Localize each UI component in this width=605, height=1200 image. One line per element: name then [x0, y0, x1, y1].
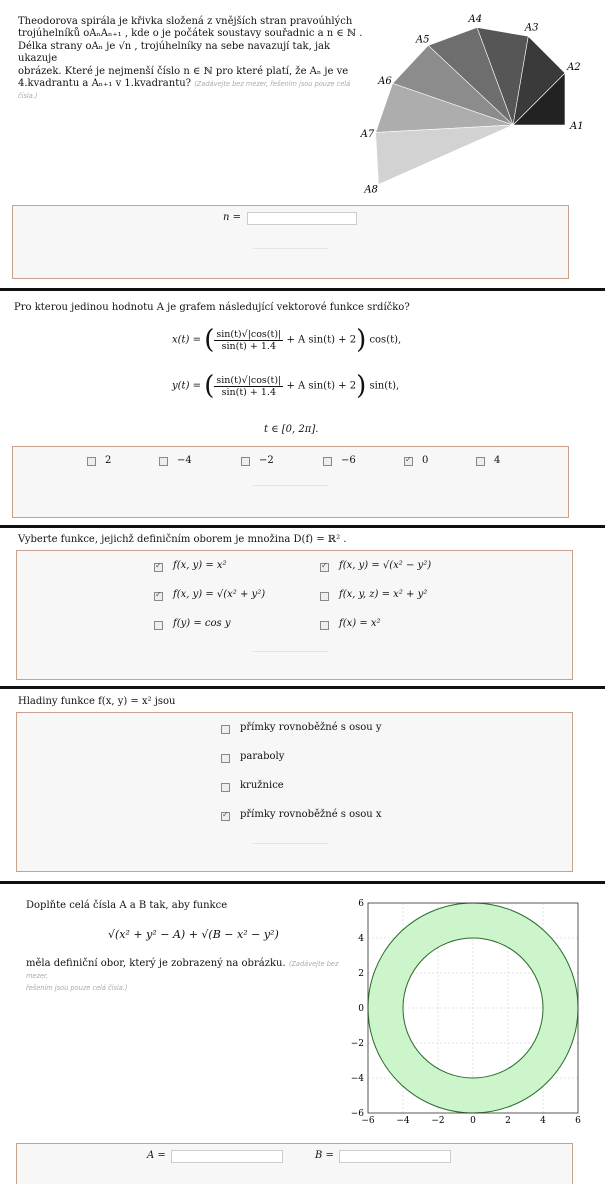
- spiral-label: A8: [364, 184, 378, 196]
- option-checkbox[interactable]: [154, 621, 163, 630]
- option-label: 4: [494, 455, 501, 466]
- option-checkbox[interactable]: [154, 563, 163, 572]
- n-input[interactable]: [247, 212, 357, 225]
- q5-hint: (Zadávejte bez mezer,: [26, 960, 339, 980]
- option-label: 2: [105, 455, 112, 466]
- section-separator: [0, 881, 605, 884]
- q2-question: Pro kterou jedinou hodnotu A je grafem následující vektorové funkce srdíčko?: [14, 302, 410, 313]
- option-checkbox[interactable]: [320, 592, 329, 601]
- paren-open: (: [204, 371, 215, 401]
- fraction: [214, 329, 283, 352]
- option-checkbox[interactable]: [320, 563, 329, 572]
- fraction-num: sin(t)√|cos(t)|: [216, 374, 282, 386]
- q3-question: Vyberte funkce, jejichž definičním oborem je množina D(f) = ℝ² .: [18, 534, 347, 545]
- divider: [253, 485, 328, 486]
- y-tick-label: 2: [358, 969, 364, 979]
- option-checkbox[interactable]: [221, 812, 230, 821]
- option-label: f(x, y) = √(x² − y²): [339, 560, 432, 571]
- spiral-label: A5: [415, 34, 430, 46]
- q1-hint: (Zadávejte bez mezer, řešením jsou pouze celá: [194, 80, 351, 89]
- y-tick-label: −4: [350, 1074, 364, 1084]
- option-checkbox[interactable]: [320, 621, 329, 630]
- q2-domain: t ∈ [0, 2π].: [264, 424, 319, 435]
- q2-formula-y: [172, 371, 399, 401]
- q1-hint-tail: čísla.): [18, 92, 38, 101]
- option-checkbox[interactable]: [87, 457, 96, 466]
- spiral-label: A3: [524, 22, 539, 34]
- b-input-label: B =: [315, 1150, 334, 1161]
- spiral-label: A6: [378, 76, 392, 88]
- option-checkbox[interactable]: [221, 725, 230, 734]
- section-separator: [0, 288, 605, 291]
- option-label: f(x, y, z) = x² + y²: [339, 589, 428, 600]
- paren-open: (: [204, 325, 215, 355]
- q1-line: trojúhelníků oAₙAₙ₊₁ , kde o je počátek soustavy souřadnic a n ∈ ℕ .: [18, 28, 363, 40]
- option-checkbox[interactable]: [404, 457, 413, 466]
- a-input[interactable]: [171, 1150, 283, 1163]
- y-tick-label: 6: [358, 899, 364, 909]
- fraction-den: sin(t) + 1.4: [221, 340, 276, 352]
- b-input[interactable]: [339, 1150, 451, 1163]
- option-label: 0: [422, 455, 429, 466]
- option-label: přímky rovnoběžné s osou x: [240, 809, 382, 820]
- section-separator: [0, 686, 605, 689]
- x-rhs: cos(t),: [369, 334, 402, 346]
- q5-formula: √(x² + y² − A) + √(B − x² − y²): [108, 928, 279, 941]
- fraction-den: sin(t) + 1.4: [221, 386, 276, 398]
- divider: [253, 651, 328, 652]
- option-label: −2: [259, 455, 274, 466]
- q3-answer-box: [16, 550, 573, 680]
- y-lhs: y(t) =: [172, 380, 202, 392]
- option-label: f(x) = x²: [339, 618, 381, 629]
- divider: [253, 843, 328, 844]
- mid-term: + A sin(t) + 2: [286, 334, 357, 346]
- option-label: paraboly: [240, 751, 285, 762]
- option-checkbox[interactable]: [476, 457, 485, 466]
- option-checkbox[interactable]: [323, 457, 332, 466]
- section-separator: [0, 525, 605, 528]
- spiral-label: A7: [360, 129, 375, 141]
- paren-close: ): [356, 371, 367, 401]
- divider: [253, 248, 328, 249]
- y-tick-label: 0: [358, 1004, 364, 1014]
- q5-body: [26, 958, 356, 994]
- q1-text: [18, 16, 363, 103]
- theodorus-spiral-figure: [360, 10, 590, 200]
- q4-answer-box: [16, 712, 573, 872]
- y-tick-label: −6: [350, 1109, 364, 1119]
- fraction-num: sin(t)√|cos(t)|: [216, 328, 282, 340]
- q1-line: 4.kvadrantu a Aₙ₊₁ v 1.kvadrantu? (Zadávejte bez mezer, řešením jsou pouze celá: [18, 78, 351, 90]
- q1-answer-box: [12, 205, 569, 279]
- x-lhs: x(t) =: [172, 334, 202, 346]
- option-label: f(y) = cos y: [173, 618, 231, 629]
- q5-body-text: měla definiční obor, který je zobrazený na obrázku.: [26, 958, 286, 969]
- option-label: přímky rovnoběžné s osou y: [240, 722, 382, 733]
- q2-answer-box: [12, 446, 569, 518]
- paren-close: ): [356, 325, 367, 355]
- q2-formula-x: [172, 325, 401, 355]
- q1-line: Délka strany oAₙ je √n , trojúhelníky na sebe navazují tak, jak ukazuje: [18, 40, 331, 65]
- x-tick-label: 6: [575, 1116, 581, 1126]
- x-tick-label: 0: [470, 1116, 476, 1126]
- mid-term: + A sin(t) + 2: [286, 380, 357, 392]
- y-tick-label: 4: [358, 934, 364, 944]
- x-tick-label: 2: [505, 1116, 511, 1126]
- domain-plot: [338, 893, 588, 1133]
- option-label: −6: [341, 455, 356, 466]
- spiral-triangles: [376, 27, 565, 184]
- x-tick-label: −2: [431, 1116, 445, 1126]
- a-input-label: A =: [147, 1150, 166, 1161]
- q5-answer-box: [16, 1143, 573, 1184]
- option-label: f(x, y) = √(x² + y²): [173, 589, 266, 600]
- option-label: f(x, y) = x²: [173, 560, 227, 571]
- spiral-label: A4: [468, 14, 483, 26]
- q5-hint: řešením jsou pouze celá čísla.): [26, 984, 128, 992]
- option-checkbox[interactable]: [241, 457, 250, 466]
- option-label: kružnice: [240, 780, 284, 791]
- option-checkbox[interactable]: [154, 592, 163, 601]
- q1-line: Theodorova spirála je křivka složená z vnějších stran pravoúhlých: [18, 16, 353, 27]
- y-rhs: sin(t),: [369, 380, 400, 392]
- spiral-label: A1: [570, 121, 584, 132]
- q1-line: obrázek. Které je nejmenší číslo n ∈ ℕ pro které platí, že Aₙ je ve: [18, 65, 349, 77]
- q4-question: Hladiny funkce f(x, y) = x² jsou: [18, 696, 176, 707]
- option-label: −4: [177, 455, 192, 466]
- spiral-triangle: [376, 125, 513, 184]
- q5-intro: Doplňte celá čísla A a B tak, aby funkce: [26, 900, 228, 911]
- x-tick-label: −4: [396, 1116, 410, 1126]
- option-checkbox[interactable]: [159, 457, 168, 466]
- option-checkbox[interactable]: [221, 754, 230, 763]
- option-checkbox[interactable]: [221, 783, 230, 792]
- x-tick-label: 4: [540, 1116, 546, 1126]
- y-tick-label: −2: [350, 1039, 364, 1049]
- spiral-label: A2: [567, 61, 581, 73]
- x-tick-label: −6: [361, 1116, 375, 1126]
- n-input-label: n =: [223, 212, 241, 223]
- fraction: [214, 375, 283, 398]
